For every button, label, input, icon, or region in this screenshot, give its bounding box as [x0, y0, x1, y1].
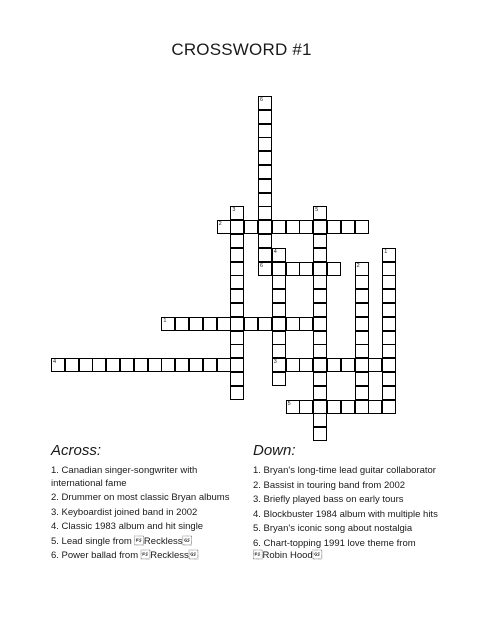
across-clues [51, 442, 251, 565]
grid-cell[interactable] [313, 400, 327, 414]
grid-cell[interactable] [258, 165, 272, 179]
grid-cell[interactable] [258, 193, 272, 207]
grid-cell[interactable] [161, 317, 175, 331]
grid-cell[interactable] [382, 262, 396, 276]
grid-cell[interactable] [313, 275, 327, 289]
grid-cell[interactable] [355, 331, 369, 345]
grid-cell[interactable] [120, 358, 134, 372]
grid-cell[interactable] [313, 331, 327, 345]
grid-cell[interactable] [313, 358, 327, 372]
grid-cell[interactable] [230, 372, 244, 386]
down-clue: 2. Bassist in touring band from 2002 [253, 479, 406, 491]
grid-cell[interactable] [230, 386, 244, 400]
grid-cell[interactable] [341, 220, 355, 234]
grid-cell[interactable] [134, 358, 148, 372]
grid-cell[interactable] [286, 262, 300, 276]
grid-cell[interactable] [368, 358, 382, 372]
grid-cell[interactable] [382, 372, 396, 386]
grid-cell[interactable] [230, 220, 244, 234]
grid-cell[interactable] [299, 400, 313, 414]
grid-cell[interactable] [382, 386, 396, 400]
grid-cell[interactable] [272, 289, 286, 303]
grid-cell[interactable] [230, 331, 244, 345]
clue-number: 1 [384, 248, 388, 255]
clue-number: 5 [315, 207, 319, 214]
grid-cell[interactable] [313, 220, 327, 234]
grid-cell[interactable] [382, 358, 396, 372]
grid-cell[interactable] [355, 400, 369, 414]
grid-cell[interactable] [272, 248, 286, 262]
grid-cell[interactable] [355, 289, 369, 303]
grid-cell[interactable] [327, 358, 341, 372]
grid-cell[interactable] [106, 358, 120, 372]
grid-cell[interactable] [327, 400, 341, 414]
grid-cell[interactable] [258, 206, 272, 220]
grid-cell[interactable] [341, 400, 355, 414]
grid-cell[interactable] [230, 234, 244, 248]
across-heading: Across: [51, 442, 102, 459]
down-clue: 6. Chart-topping 1991 love theme from Robin Hood [253, 537, 416, 561]
grid-cell[interactable] [244, 220, 258, 234]
down-clue: 5. Bryan's iconic song about nostalgia [253, 523, 413, 534]
grid-cell[interactable] [355, 275, 369, 289]
across-clue: 3. Keyboardist joined band in 2002 [51, 506, 198, 518]
grid-cell[interactable] [272, 220, 286, 234]
grid-cell[interactable] [355, 372, 369, 386]
grid-cell[interactable] [313, 386, 327, 400]
grid-cell[interactable] [327, 220, 341, 234]
grid-cell[interactable] [175, 317, 189, 331]
grid-cell[interactable] [355, 220, 369, 234]
grid-cell[interactable] [258, 179, 272, 193]
grid-cell[interactable] [258, 110, 272, 124]
clue-number: 5 [287, 400, 291, 407]
clue-number: 2 [356, 262, 360, 269]
grid-cell[interactable] [299, 262, 313, 276]
grid-cell[interactable] [341, 358, 355, 372]
grid-cell[interactable] [327, 262, 341, 276]
across-clue: 2. Drummer on most classic Bryan albums [51, 492, 230, 503]
grid-cell[interactable] [272, 372, 286, 386]
grid-cell[interactable] [355, 262, 369, 276]
grid-cell[interactable] [230, 317, 244, 331]
grid-cell[interactable] [258, 262, 272, 276]
grid-cell[interactable] [286, 358, 300, 372]
clue-number: 6 [260, 97, 264, 103]
grid-cell[interactable] [382, 248, 396, 262]
grid-cell[interactable] [355, 317, 369, 331]
grid-cell[interactable] [313, 262, 327, 276]
grid-cell[interactable] [313, 303, 327, 317]
grid-cell[interactable] [230, 248, 244, 262]
grid-cell[interactable] [382, 289, 396, 303]
grid-cell[interactable] [65, 358, 79, 372]
grid-cell[interactable] [313, 234, 327, 248]
grid-cell[interactable] [299, 317, 313, 331]
grid-cell[interactable] [175, 358, 189, 372]
grid-cell[interactable] [230, 344, 244, 358]
grid-cell[interactable] [272, 303, 286, 317]
grid-cell[interactable] [161, 358, 175, 372]
down-heading: Down: [253, 442, 296, 459]
clue-number: 3 [232, 207, 236, 214]
down-clue: 3. Briefly played bass on early tours [253, 494, 404, 505]
grid-cell[interactable] [217, 220, 231, 234]
grid-cell[interactable] [313, 413, 327, 427]
grid-cell[interactable] [382, 331, 396, 345]
grid-cell[interactable] [286, 317, 300, 331]
grid-cell[interactable] [355, 344, 369, 358]
grid-cell[interactable] [382, 344, 396, 358]
grid-cell[interactable] [313, 289, 327, 303]
grid-cell[interactable] [203, 358, 217, 372]
grid-cell[interactable] [313, 206, 327, 220]
grid-cell[interactable] [313, 248, 327, 262]
clue-number: 1 [163, 317, 167, 324]
clue-number: 2 [218, 221, 222, 228]
grid-cell[interactable] [92, 358, 106, 372]
grid-cell[interactable] [258, 137, 272, 151]
grid-cell[interactable] [258, 220, 272, 234]
grid-cell[interactable] [189, 358, 203, 372]
grid-cell[interactable] [258, 234, 272, 248]
grid-cell[interactable] [313, 344, 327, 358]
down-clues [253, 442, 448, 565]
grid-cell[interactable] [382, 400, 396, 414]
grid-cell[interactable] [382, 275, 396, 289]
grid-cell[interactable] [286, 220, 300, 234]
grid-cell[interactable] [272, 358, 286, 372]
clue-number: 6 [260, 262, 264, 269]
grid-cell[interactable] [230, 289, 244, 303]
grid-cell[interactable] [244, 317, 258, 331]
grid-cell[interactable] [258, 317, 272, 331]
grid-cell[interactable] [148, 358, 162, 372]
grid-cell[interactable] [272, 331, 286, 345]
across-clue: 5. Lead single from Reckless [51, 535, 192, 547]
grid-cell[interactable] [313, 317, 327, 331]
grid-cell[interactable] [203, 317, 217, 331]
grid-cell[interactable] [258, 248, 272, 262]
grid-cell[interactable] [230, 275, 244, 289]
clue-number: 4 [53, 359, 57, 366]
grid-cell[interactable] [272, 262, 286, 276]
grid-cell[interactable] [217, 358, 231, 372]
grid-cell[interactable] [382, 317, 396, 331]
down-clue: 1. Bryan's long-time lead guitar collaborator [253, 465, 436, 476]
grid-cell[interactable] [258, 151, 272, 165]
grid-cell[interactable] [230, 303, 244, 317]
grid-cell[interactable] [299, 220, 313, 234]
grid-cell[interactable] [272, 344, 286, 358]
grid-cell[interactable] [272, 275, 286, 289]
grid-cell[interactable] [313, 427, 327, 441]
across-clue: 6. Power ballad from Reckless [51, 550, 199, 561]
page-title: CROSSWORD #1 [171, 40, 312, 59]
grid-cell[interactable] [258, 96, 272, 110]
grid-cell[interactable] [355, 386, 369, 400]
grid-cell[interactable] [189, 317, 203, 331]
grid-cell[interactable] [299, 358, 313, 372]
grid-cell[interactable] [382, 303, 396, 317]
clue-number: 3 [273, 359, 277, 366]
grid-cell[interactable] [230, 358, 244, 372]
grid-cell[interactable] [230, 262, 244, 276]
grid-cell[interactable] [272, 317, 286, 331]
grid-cell[interactable] [355, 358, 369, 372]
grid-cell[interactable] [355, 303, 369, 317]
across-clue: 1. Canadian singer-songwriter with international fame [51, 465, 198, 489]
grid-cell[interactable] [217, 317, 231, 331]
clue-number: 4 [273, 248, 277, 255]
grid-cell[interactable] [51, 358, 65, 372]
grid-cell[interactable] [368, 400, 382, 414]
down-clue: 4. Blockbuster 1984 album with multiple hits [253, 508, 438, 520]
grid-cell[interactable] [286, 400, 300, 414]
grid-cell[interactable] [79, 358, 93, 372]
grid-cell[interactable] [258, 124, 272, 138]
grid-cell[interactable] [313, 372, 327, 386]
across-clue: 4. Classic 1983 album and hit single [51, 521, 204, 532]
grid-cell[interactable] [230, 206, 244, 220]
